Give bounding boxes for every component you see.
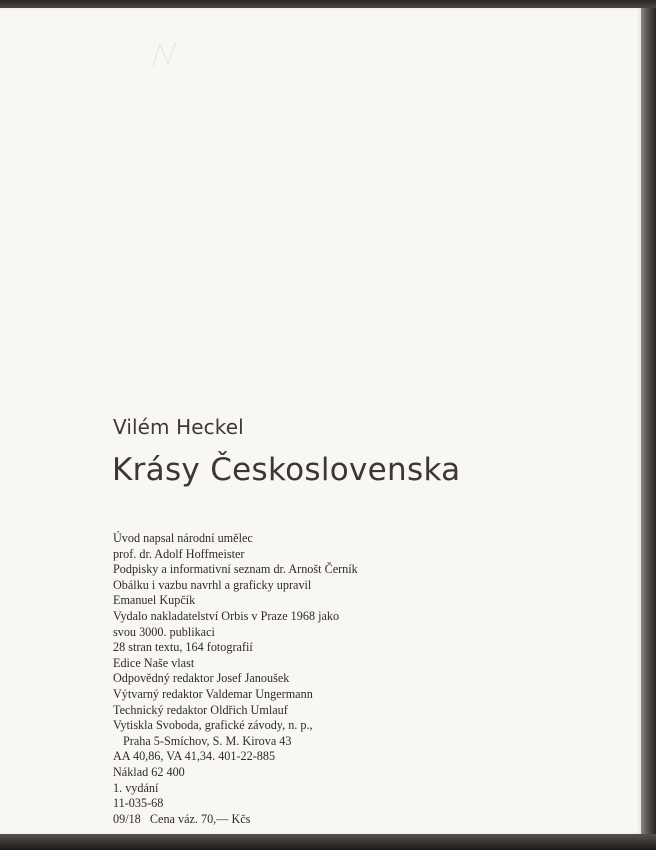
colophon-line: 11-035-68 xyxy=(113,796,164,811)
colophon-line: AA 40,86, VA 41,34. 401-22-885 xyxy=(113,749,276,764)
book-top-edge xyxy=(0,0,656,8)
colophon-line: Emanuel Kupčík xyxy=(113,593,196,608)
colophon-line: Edice Naše vlast xyxy=(113,655,195,670)
colophon xyxy=(113,531,493,827)
book-right-edge xyxy=(641,8,656,834)
colophon-line: Výtvarný redaktor Valdemar Ungermann xyxy=(113,686,313,701)
colophon-line: Vydalo nakladatelství Orbis v Praze 1968 jako xyxy=(113,608,340,623)
book-title: Krásy Československa xyxy=(112,452,461,488)
colophon-line: Technický redaktor Oldřich Umlauf xyxy=(113,702,288,717)
book-bottom-edge xyxy=(0,834,656,850)
colophon-line: Náklad 62 400 xyxy=(113,764,185,779)
colophon-line: 09/18 Cena váz. 70,— Kčs xyxy=(113,811,251,826)
colophon-line: Praha 5-Smíchov, S. M. Kirova 43 xyxy=(123,733,292,748)
pencil-mark xyxy=(148,36,208,76)
colophon-line: svou 3000. publikaci xyxy=(113,624,215,639)
colophon-line: 28 stran textu, 164 fotografií xyxy=(113,640,253,655)
colophon-line: Odpovědný redaktor Josef Janoušek xyxy=(113,671,290,686)
colophon-line: prof. dr. Adolf Hoffmeister xyxy=(113,546,245,561)
colophon-line: Vytiskla Svoboda, grafické závody, n. p., xyxy=(113,718,313,733)
colophon-line: 1. vydání xyxy=(113,780,159,795)
colophon-line: Úvod napsal národní umělec xyxy=(113,531,253,545)
author-name: Vilém Heckel xyxy=(113,415,244,439)
colophon-line: Obálku i vazbu navrhl a graficky upravil xyxy=(113,577,312,592)
colophon-line: Podpisky a informativní seznam dr. Arnošt Černík xyxy=(113,562,358,577)
